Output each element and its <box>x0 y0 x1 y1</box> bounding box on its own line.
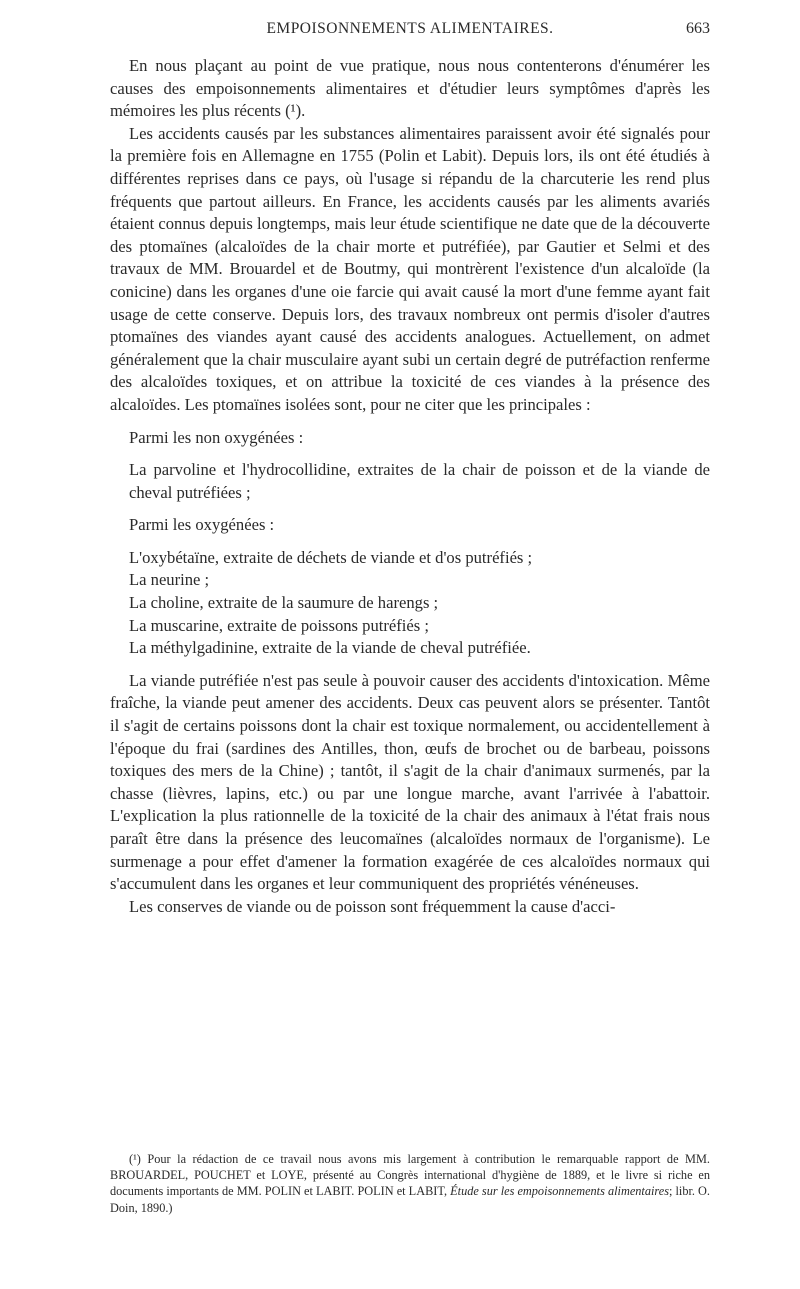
heading-oxygenated: Parmi les oxygénées : <box>129 515 275 535</box>
paragraph-conserves: Les conserves de viande ou de poisson sont fréquemment la cause d'acci- <box>129 896 616 916</box>
running-head <box>110 20 710 42</box>
list-item-non-oxygenated: La parvoline et l'hydrocollidine, extraites de la chair de poisson et de la viande de cheval putréfiées ; <box>129 460 710 502</box>
footnote-text <box>110 1151 710 1216</box>
list-item-oxygenated: L'oxybétaïne, extraite de déchets de viande et d'os putréfiés ; <box>129 547 533 567</box>
page-number: 663 <box>686 20 710 37</box>
paragraph-intro-text: En nous plaçant au point de vue pratique, nous nous contenterons d'énumérer les causes des empoisonnements alimentaires et d'étudier leurs symptômes d'après les mémoires les plus récents <box>110 56 710 121</box>
footnote-body: Pour la rédaction de ce travail nous avons mis largement à contribution le remarquable rapport de MM. BROUARDEL, POUCHET et LOYE, présenté au Congrès international d'hygiène de 1889, et le livre si riche en documents importants de MM. POLIN et LABIT. POLIN et LABIT, <box>110 1152 710 1199</box>
list-item-oxygenated: La méthylgadinine, extraite de la viande de cheval putréfiée. <box>129 638 531 658</box>
running-title: EMPOISONNEMENTS ALIMENTAIRES. <box>266 20 554 37</box>
list-item-oxygenated: La muscarine, extraite de poissons putréfiés ; <box>129 615 429 635</box>
footnote-reference: (¹). <box>285 101 306 121</box>
footnote-book-title: Étude sur les empoisonnements alimentaires <box>450 1184 669 1199</box>
list-item-oxygenated: La choline, extraite de la saumure de harengs ; <box>129 593 439 613</box>
paragraph-history: Les accidents causés par les substances alimentaires paraissent avoir été signalés pour la première fois en Allemagne en 1755 (Polin et Labit). Depuis lors, ils ont été étudiés à différentes reprises dans ce pays, où l'usage si répandu de la charcuterie les rend plus fréquents que partout ailleurs. En France, les accidents causés par les aliments avariés étaient connus depuis longtemps, mais leur étude scientifique ne date que de la découverte des ptomaïnes (alcaloïdes de la chair morte et putréfiée), par Gautier et Selmi et des travaux de MM. Brouardel et de Boutmy, qui montrèrent l'existence d'un alcaloïde (la conicine) dans les organes d'une oie farcie qui avait causé la mort d'une femme ayant fait usage de cette conserve. Depuis lors, des travaux nombreux ont permis d'isoler d'autres ptomaïnes des viandes ayant causé des accidents analogues. Actuellement, on admet généralement que la chair musculaire ayant subi un certain degré de putréfaction renferme des alcaloïdes toxiques, et on attribue la toxicité de ces viandes à la présence des alcaloïdes. Les ptomaïnes isolées sont, pour ne citer que les principales : <box>110 123 710 414</box>
paragraph-fresh-meat: La viande putréfiée n'est pas seule à pouvoir causer des accidents d'intoxication. Même fraîche, la viande peut amener des accidents. Deux cas peuvent alors se présenter. Tantôt il s'agit de certains poissons dont la chair est toxique normalement, ou accidentellement à l'époque du frai (sardines des Antilles, thon, œufs de brochet ou de barbeau, poissons toxiques des mers de la Chine) ; tantôt, il s'agit de la chair d'animaux surmenés, par la chasse (lièvres, lapins, etc.) ou par une longue marche, avant l'arrivée à l'abattoir. L'explication la plus rationnelle de la toxicité de la chair des animaux à l'état frais nous paraît être dans la présence des leucomaïnes (alcaloïdes normaux de l'organisme). Le surmenage a pour effet d'amener la formation exagérée de ces alcaloïdes normaux qui s'accumulent dans les organes et leur communiquent des propriétés vénéneuses. <box>110 670 710 894</box>
body-text <box>110 55 710 918</box>
footnote-publisher: ; libr. O. Doin, 1890.) <box>110 1184 710 1215</box>
list-item-oxygenated: La neurine ; <box>129 570 210 590</box>
heading-non-oxygenated: Parmi les non oxygénées : <box>129 427 304 447</box>
footnote-marker: (¹) <box>129 1152 141 1166</box>
footnote <box>110 1151 710 1216</box>
paragraph-intro <box>110 55 710 123</box>
